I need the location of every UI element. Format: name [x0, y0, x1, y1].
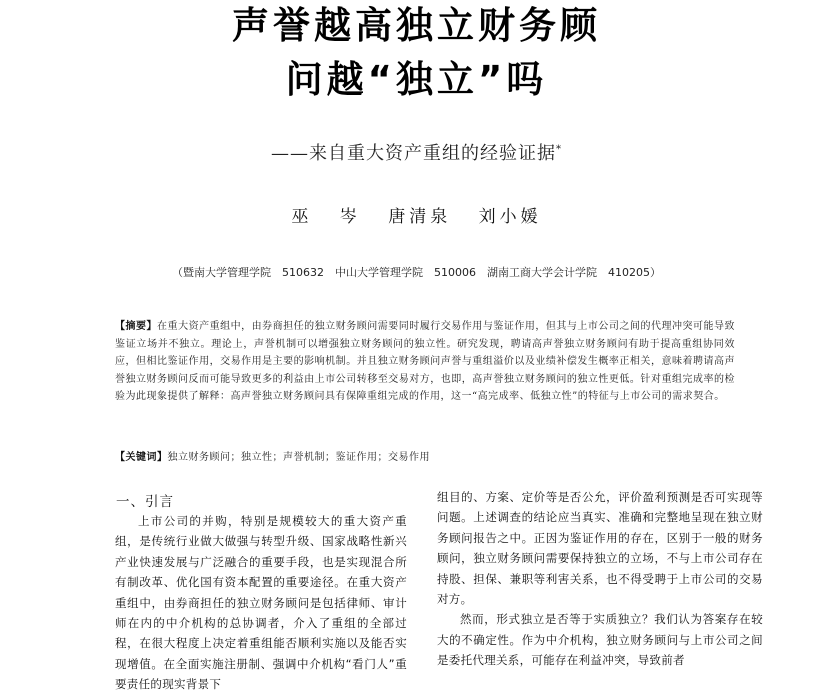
body-paragraph: 组目的、方案、定价等是否公允，评价盈利预测是否可实现等问题。上述调查的结论应当真实、准确和完整地呈现在独立财务顾问报告之中。正因为鉴证作用的存在，区别于一般的财务顾问，独立财务顾问需要保持独立的立场，不与上市公司存在持股、担保、兼职等利害关系，也不得受聘于上市公司的交易对方。	[437, 490, 763, 607]
body-column-left: 上市公司的并购，特别是规模较大的重大资产重组，是传统行业做大做强与转型升级、国家战略性新兴产业快速发展与广泛融合的重要手段，也是实现混合所有制改革、优化国有资本配置的重要途径。在重大资产重组中，由券商担任的独立财务顾问是包括律师、审计师在内的中介机构的总协调者，介入了重组的全部过程，在很大程度上决定着重组能否顺利实施以及能否实现增值。在全面实施注册制、强调中介机构“看门人”重要责任的现实背景下	[115, 514, 407, 692]
authors: 巫 岑 唐清泉 刘小媛	[291, 207, 542, 227]
abstract	[115, 318, 735, 406]
footnote-mark: *	[556, 144, 562, 155]
paper-subtitle	[0, 139, 833, 165]
keywords	[115, 449, 735, 466]
keywords-label: 【关键词】	[115, 452, 168, 463]
body-column-right	[437, 487, 763, 671]
paper-title-line1: 声誉越高独立财务顾	[232, 4, 601, 47]
subtitle-text: ——来自重大资产重组的经验证据	[271, 143, 556, 164]
keywords-text: 独立财务顾问；独立性；声誉机制；鉴证作用；交易作用	[167, 452, 430, 463]
body-paragraph: 然而，形式独立是否等于实质独立？我们认为答案存在较大的不确定性。作为中介机构，独立财务顾问与上市公司之间是委托代理关系，可能存在利益冲突，导致前者	[437, 612, 763, 668]
abstract-label: 【摘要】	[115, 321, 158, 332]
paper-title-line2: 问越“独立”吗	[285, 58, 548, 101]
affiliations: （暨南大学管理学院 510632 中山大学管理学院 510006 湖南工商大学会计学院 410205）	[172, 266, 661, 279]
section-heading-introduction: 一、引言	[116, 494, 174, 510]
abstract-text: 在重大资产重组中，由券商担任的独立财务顾问需要同时履行交易作用与鉴证作用，但其与上市公司之间的代理冲突可能导致鉴证立场并不独立。理论上，声誉机制可以增强独立财务顾问的独立性。研究发现，聘请高声誉独立财务顾问有助于提高重组协同效应，但相比鉴证作用，交易作用是主要的影响机制。并且独立财务顾问声誉与重组溢价以及业绩补偿发生概率正相关，意味着聘请高声誉独立财务顾问反而可能导致更多的利益由上市公司转移至交易对方，也即，高声誉独立财务顾问的独立性更低。针对重组完成率的检验为此现象提供了解释：高声誉独立财务顾问具有保障重组完成的作用，这一“高完成率、低独立性”的特征与上市公司的需求契合。	[115, 321, 736, 403]
